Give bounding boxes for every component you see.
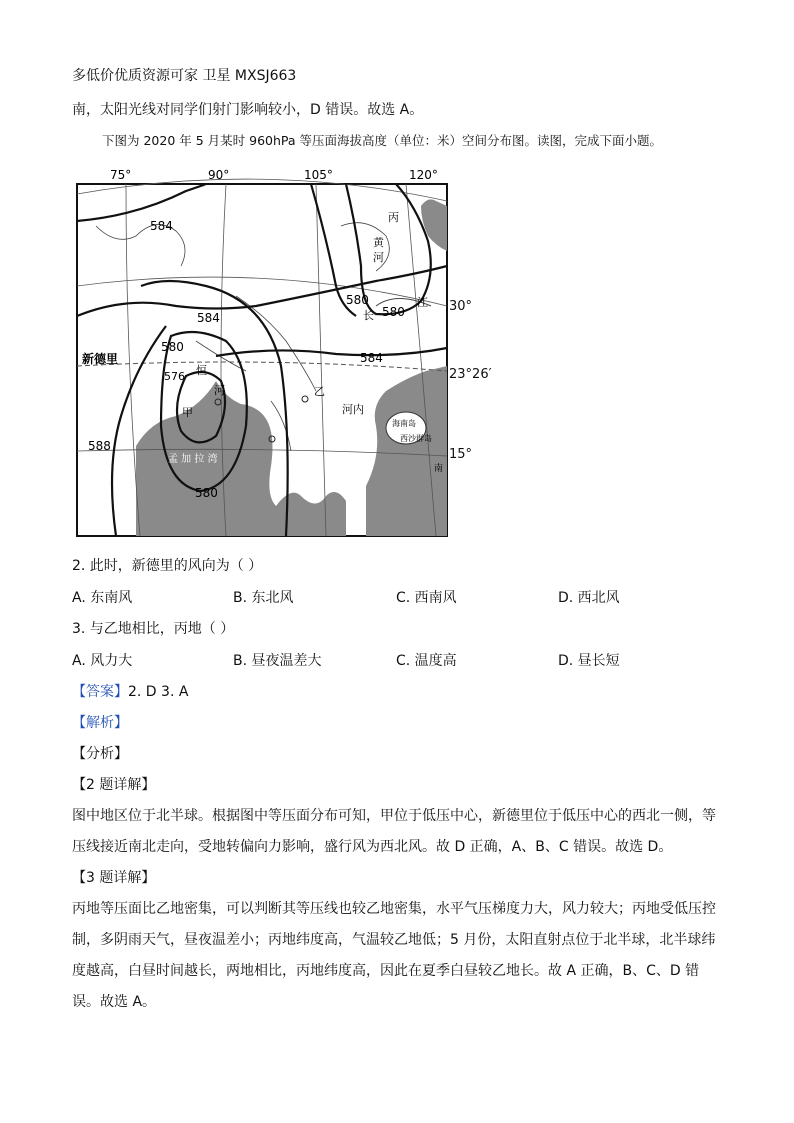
place-nan: 南	[434, 464, 444, 474]
q2-detail-line: 压线接近南北走向，受地转偏向力影响，盛行风为西北风。故 D 正确，A、B、C 错误。故选 D。	[72, 839, 673, 855]
place-bay: 孟 加 拉 湾	[168, 454, 218, 465]
contour-label: 576	[164, 370, 185, 383]
q3-detail-line: 误。故选 A。	[72, 994, 157, 1010]
q2-detail-line: 图中地区位于北半球。根据图中等压面分布可知，甲位于低压中心，新德里位于低压中心的西北一侧，等	[72, 808, 716, 824]
place-jiang: 江	[417, 296, 428, 309]
q3-option-c[interactable]: C. 温度高	[396, 653, 457, 669]
place-xisha: 西沙群岛	[400, 434, 432, 443]
place-he2: 河	[373, 251, 384, 264]
place-heng: 恒	[196, 364, 207, 377]
lat-label-30: 30°	[449, 299, 473, 314]
question-stem: 下图为 2020 年 5 月某时 960hPa 等压面海拔高度（单位：米）空间分布图。读图，完成下面小题。	[102, 133, 663, 148]
fenxi-label: 【分析】	[72, 746, 128, 762]
place-xindeli: 新德里	[82, 352, 119, 366]
q2-option-d[interactable]: D. 西北风	[558, 590, 620, 606]
lat-label-23: 23°26′	[449, 367, 492, 382]
lon-label-120: 120°	[409, 168, 438, 182]
q3-detail-line: 度越高，白昼时间越长，两地相比，丙地纬度高，因此在夏季白昼较乙地长。故 A 正确，B、C、D 错	[72, 963, 700, 979]
place-jia: 甲	[182, 406, 193, 419]
contour-label: 580	[346, 293, 369, 307]
answer-label: 【答案】	[72, 684, 128, 700]
lon-label-90: 90°	[208, 168, 230, 182]
contour-label: 584	[197, 311, 220, 325]
lon-label-75: 75°	[110, 168, 132, 182]
q2-stem: 2. 此时，新德里的风向为（ ）	[72, 558, 263, 574]
contour-label: 580	[195, 486, 218, 500]
intro-line: 南，太阳光线对同学们射门影响较小，D 错误。故选 A。	[72, 102, 424, 118]
q2-detail-title: 【2 题详解】	[72, 777, 156, 793]
place-hainan: 海南岛	[392, 419, 416, 428]
q2-option-c[interactable]: C. 西南风	[396, 590, 457, 606]
answer-text: 2. D 3. A	[128, 684, 189, 700]
page-header: 多低价优质资源可家 卫星 MXSJ663	[72, 68, 297, 84]
place-yi: 乙	[314, 385, 325, 398]
contour-label: 584	[150, 219, 173, 233]
q3-option-a[interactable]: A. 风力大	[72, 653, 133, 669]
q2-option-a[interactable]: A. 东南风	[72, 590, 133, 606]
analysis-label: 【解析】	[72, 715, 128, 731]
answer-row	[72, 683, 188, 701]
q3-detail-line: 制，多阴雨天气，昼夜温差小；丙地纬度高，气温较乙地低；5 月份，太阳直射点位于北半球，北半球纬	[72, 932, 716, 948]
q3-option-b[interactable]: B. 昼夜温差大	[233, 653, 322, 669]
contour-label: 588	[88, 439, 111, 453]
place-he: 河	[214, 384, 225, 397]
lon-label-105: 105°	[304, 168, 333, 182]
lat-label-15: 15°	[449, 447, 473, 462]
place-huang: 黄	[373, 236, 384, 249]
contour-label: 580	[161, 340, 184, 354]
q3-option-d[interactable]: D. 昼长短	[558, 653, 620, 669]
contour-label: 584	[360, 351, 383, 365]
q3-stem: 3. 与乙地相比，丙地（ ）	[72, 621, 235, 637]
place-chang: 长	[363, 309, 374, 322]
place-hanei: 河内	[342, 403, 364, 416]
place-bing: 丙	[388, 211, 399, 224]
q3-detail-line: 丙地等压面比乙地密集，可以判断其等压线也较乙地密集，水平气压梯度力大，风力较大；丙地受低压控	[72, 901, 716, 917]
q3-detail-title: 【3 题详解】	[72, 870, 156, 886]
q2-option-b[interactable]: B. 东北风	[233, 590, 294, 606]
isobar-map	[76, 166, 456, 542]
contour-label: 580	[382, 305, 405, 319]
